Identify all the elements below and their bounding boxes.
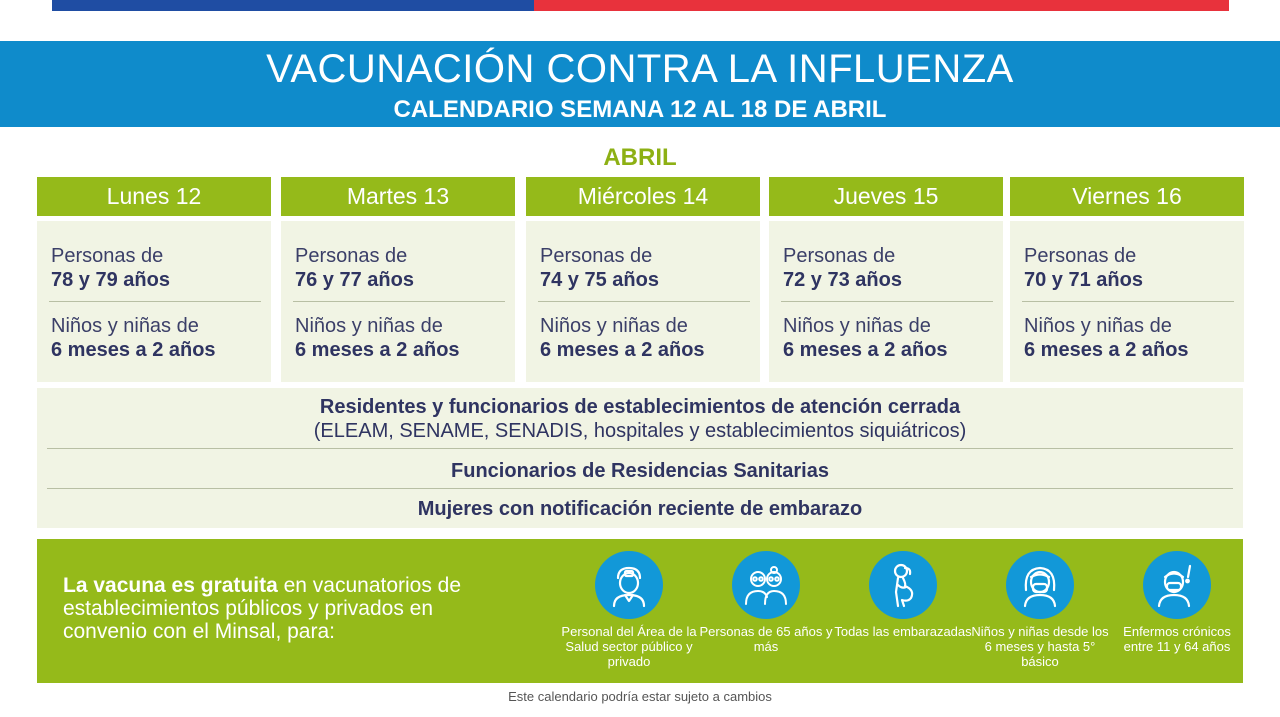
header-band: [0, 41, 1280, 127]
group-children: [970, 551, 1110, 669]
group-health-staff: [559, 551, 699, 669]
children-range: 6 meses a 2 años: [783, 339, 948, 361]
divider: [293, 301, 505, 302]
age-group-label: Personas de: [1024, 245, 1137, 267]
day-column-jueves: [769, 177, 1003, 382]
closed-care-residents: Residentes y funcionarios de establecimientos de atención cerrada: [319, 396, 961, 418]
day-body: [526, 221, 760, 382]
group-chronic: [1107, 551, 1247, 654]
page-title: VACUNACIÓN CONTRA LA INFLUENZA: [266, 47, 1014, 91]
children-range: 6 meses a 2 años: [51, 339, 216, 361]
divider: [47, 448, 1233, 449]
flag-stripe-blue: [52, 0, 534, 11]
divider: [781, 301, 993, 302]
divider: [1022, 301, 1234, 302]
age-group-range: 78 y 79 años: [51, 269, 170, 291]
day-header: Jueves 15: [769, 177, 1003, 216]
age-group-label: Personas de: [295, 245, 408, 267]
day-body: [769, 221, 1003, 382]
flag-stripe-red: [534, 0, 1229, 11]
day-header: Lunes 12: [37, 177, 271, 216]
children-range: 6 meses a 2 años: [295, 339, 460, 361]
free-vaccine-banner: [37, 539, 1243, 683]
children-label: Niños y niñas de: [51, 315, 199, 337]
health-worker-icon: [595, 551, 663, 619]
flag-stripe: [52, 0, 1229, 11]
group-label: Todas las embarazadas: [834, 624, 972, 639]
children-range: 6 meses a 2 años: [540, 339, 705, 361]
group-label: Personas de 65 años y más: [699, 624, 833, 654]
elderly-couple-icon: [732, 551, 800, 619]
day-header: Martes 13: [281, 177, 515, 216]
banner-text: [63, 574, 513, 643]
day-body: [37, 221, 271, 382]
children-label: Niños y niñas de: [783, 315, 931, 337]
group-pregnant: [833, 551, 973, 639]
age-group-label: Personas de: [540, 245, 653, 267]
pregnant-women-row: Mujeres con notificación reciente de embarazo: [417, 498, 863, 520]
banner-rest: en vacunatorios de establecimientos públicos y privados en convenio con el Minsal, para:: [63, 574, 462, 643]
children-label: Niños y niñas de: [540, 315, 688, 337]
age-group-range: 70 y 71 años: [1024, 269, 1143, 291]
age-group-range: 72 y 73 años: [783, 269, 902, 291]
day-body: [281, 221, 515, 382]
day-column-lunes: [37, 177, 271, 382]
age-group-range: 76 y 77 años: [295, 269, 414, 291]
page-subtitle: CALENDARIO SEMANA 12 AL 18 DE ABRIL: [393, 96, 887, 123]
children-label: Niños y niñas de: [1024, 315, 1172, 337]
day-column-martes: [281, 177, 515, 382]
closed-care-detail: (ELEAM, SENAME, SENADIS, hospitales y establecimientos siquiátricos): [313, 420, 967, 442]
group-elderly: [696, 551, 836, 654]
age-group-range: 74 y 75 años: [540, 269, 659, 291]
group-label: Enfermos crónicos entre 11 y 64 años: [1123, 624, 1231, 654]
day-body: [1010, 221, 1244, 382]
chronic-patient-icon: [1143, 551, 1211, 619]
child-icon: [1006, 551, 1074, 619]
group-label: Personal del Área de la Salud sector público y privado: [561, 624, 697, 669]
group-label: Niños y niñas desde los 6 meses y hasta 5° básico: [971, 624, 1109, 669]
children-range: 6 meses a 2 años: [1024, 339, 1189, 361]
banner-bold: La vacuna es gratuita: [63, 574, 278, 597]
day-column-miercoles: [526, 177, 760, 382]
divider: [47, 488, 1233, 489]
day-header: Viernes 16: [1010, 177, 1244, 216]
sanitary-residences-staff: Funcionarios de Residencias Sanitarias: [451, 460, 829, 482]
age-group-label: Personas de: [783, 245, 896, 267]
footnote: Este calendario podría estar sujeto a cambios: [508, 689, 772, 704]
month-label: ABRIL: [603, 144, 677, 171]
all-week-groups: [37, 388, 1243, 528]
divider: [49, 301, 261, 302]
day-column-viernes: [1010, 177, 1244, 382]
day-header: Miércoles 14: [526, 177, 760, 216]
divider: [538, 301, 750, 302]
age-group-label: Personas de: [51, 245, 164, 267]
children-label: Niños y niñas de: [295, 315, 443, 337]
pregnant-woman-icon: [869, 551, 937, 619]
